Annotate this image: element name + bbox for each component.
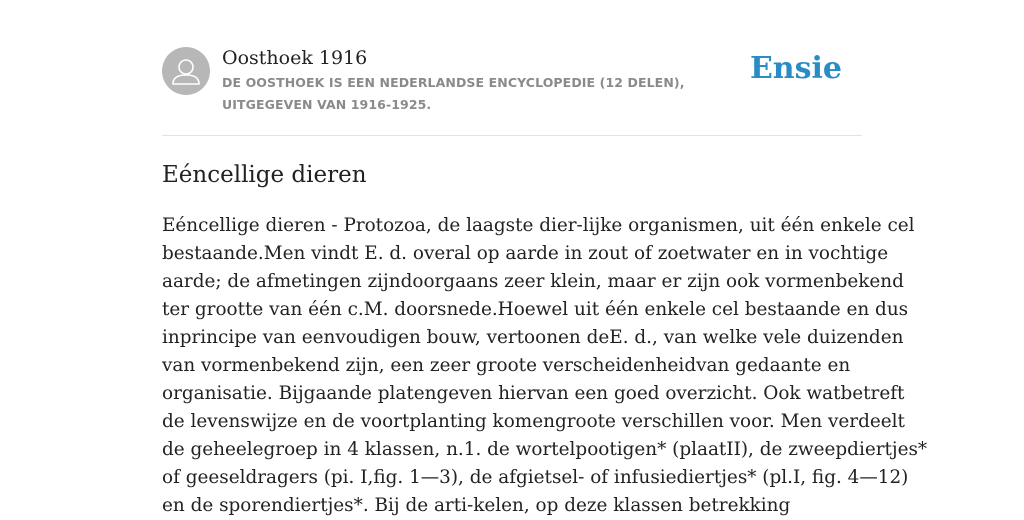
header-divider (162, 135, 862, 136)
source-description: DE OOSTHOEK IS EEN NEDERLANDSE ENCYCLOPEDIE (12 DELEN), UITGEGEVEN VAN 1916-1925. (222, 75, 685, 112)
page-title: Eéncellige dieren (162, 162, 367, 188)
article-line: van vormenbekend zijn, een zeer groote verscheidenheidvan gedaante en (162, 355, 851, 376)
article-line: aarde; de afmetingen zijndoorgaans zeer klein, maar er zijn ook vormenbekend (162, 271, 904, 292)
source-title[interactable]: Oosthoek 1916 (222, 47, 368, 69)
user-icon (162, 47, 210, 95)
article-line: Eéncellige dieren - Protozoa, de laagste dier-lijke organismen, uit één enkele cel (162, 215, 915, 236)
ensie-logo[interactable]: Ensie (749, 51, 842, 86)
article-line: organisatie. Bijgaande platengeven hiervan een goed overzicht. Ook watbetreft (162, 383, 905, 404)
article-line: ter grootte van één c.M. doorsnede.Hoewel uit één enkele cel bestaande en dus (162, 299, 909, 320)
article-line: de geheelegroep in 4 klassen, n.1. de wortelpootigen* (plaatII), de zweepdiertjes* (162, 439, 928, 460)
article-line: of geeseldragers (pi. I,fig. 1—3), de afgietsel- of infusiediertjes* (pl.I, fig. 4—12) (162, 467, 909, 488)
article-line: en de sporendiertjes*. Bij de arti-kelen, op deze klassen betrekking (162, 495, 791, 516)
source-header (162, 44, 862, 124)
article-body (162, 212, 928, 520)
article-line: de levenswijze en de voortplanting komengroote verschillen voor. Men verdeelt (162, 411, 905, 432)
article-line: inprincipe van eenvoudigen bouw, vertoonen deE. d., van welke vele duizenden (162, 327, 904, 348)
article-line: bestaande.Men vindt E. d. overal op aarde in zout of zoetwater en in vochtige (162, 243, 889, 264)
